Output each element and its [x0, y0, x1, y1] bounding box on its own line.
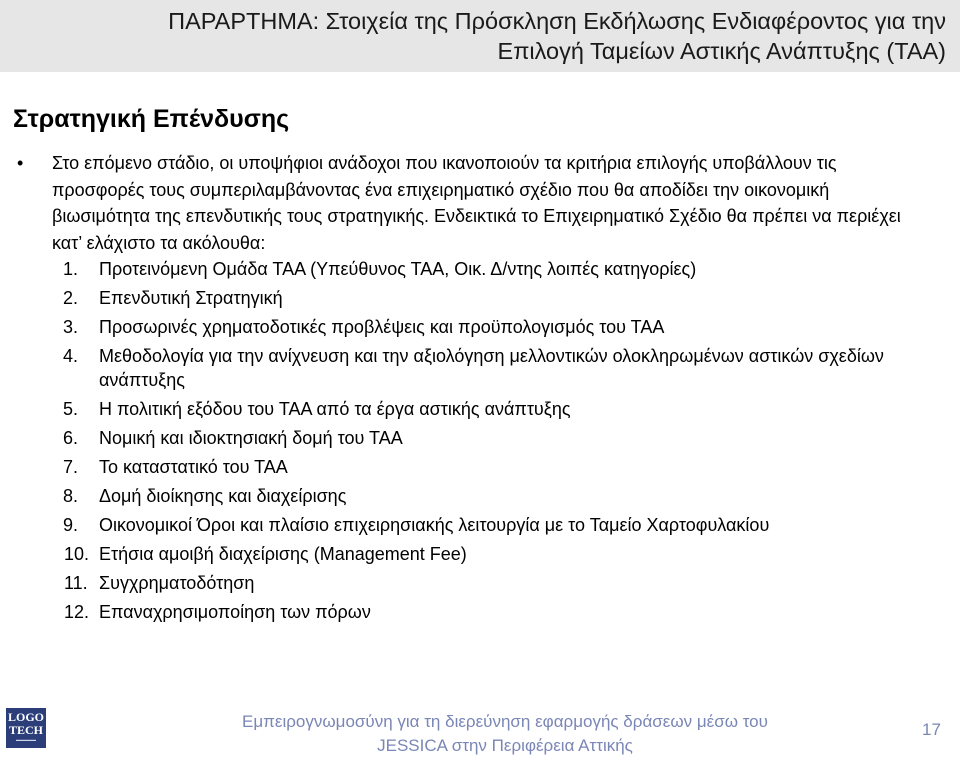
list-item-number: 6. [63, 428, 79, 448]
list-item [52, 571, 932, 595]
slide-title-line2: Επιλογή Ταμείων Αστικής Ανάπτυξης (ΤΑΑ) [497, 38, 946, 64]
footer-caption [180, 710, 830, 758]
bullet-icon: • [17, 153, 24, 173]
list-item-text: Ετήσια αμοιβή διαχείρισης (Management Fee) [99, 544, 467, 564]
list-item [52, 542, 932, 566]
list-item-number: 11. [64, 573, 88, 593]
list-item [52, 455, 932, 479]
list-item-text: Προσωρινές χρηματοδοτικές προβλέψεις και προϋπολογισμός του ΤΑΑ [99, 317, 665, 337]
list-item-text: Επαναχρησιμοποίηση των πόρων [99, 602, 371, 622]
list-item-number: 10. [64, 544, 90, 564]
intro-paragraph: Στο επόμενο στάδιο, οι υποψήφιοι ανάδοχοι που ικανοποιούν τα κριτήρια επιλογής υποβάλλουν τις προσφορές τους συμπεριλαμβάνοντας ένα επιχειρηματικό σχέδιο που θα αποδίδει την οικονομική βιωσιμότητα της επενδυτικής τους στρατηγικής. Ενδεικτικά το Επιχειρηματικό Σχέδιο θα πρέπει να περιέχει κατ’ ελάχιστο τα ακόλουθα: [52, 153, 901, 253]
list-item-number: 3. [63, 317, 79, 337]
requirements-list [52, 257, 932, 629]
list-item [52, 344, 932, 392]
list-item-text: Συγχρηματοδότηση [99, 573, 255, 593]
section-title: Στρατηγική Επένδυσης [13, 105, 290, 133]
list-item-text: Το καταστατικό του ΤΑΑ [99, 457, 288, 477]
list-item-number: 2. [63, 288, 79, 308]
list-item [52, 513, 932, 537]
list-item-text: Δομή διοίκησης και διαχείρισης [99, 486, 347, 506]
list-item [52, 426, 932, 450]
list-item-number: 4. [63, 346, 79, 366]
list-item-number: 7. [63, 457, 79, 477]
list-item [52, 315, 932, 339]
list-item-text: Μεθοδολογία για την ανίχνευση και την αξιολόγηση μελλοντικών ολοκληρωμένων αστικών σχεδίων ανάπτυξης [99, 346, 884, 390]
slide-title [16, 6, 946, 66]
list-item-text: Οικονομικοί Όροι και πλαίσιο επιχειρησιακής λειτουργία με το Ταμείο Χαρτοφυλακίου [99, 515, 770, 535]
page-number: 17 [922, 720, 941, 739]
logo-text-top: LOGO [7, 710, 44, 724]
list-item-number: 5. [63, 399, 79, 419]
list-item [52, 484, 932, 508]
list-item-text: Προτεινόμενη Ομάδα ΤΑΑ (Υπεύθυνος ΤΑΑ, Οικ. Δ/ντης λοιπές κατηγορίες) [99, 259, 697, 279]
logo-text-bottom: TECH [8, 723, 43, 737]
slide-title-line1: ΠΑΡΑΡΤΗΜΑ: Στοιχεία της Πρόσκληση Εκδήλωσης Ενδιαφέροντος για την [168, 8, 946, 34]
list-item [52, 257, 932, 281]
logotech-logo [6, 708, 46, 748]
list-item-text: Η πολιτική εξόδου του ΤΑΑ από τα έργα αστικής ανάπτυξης [99, 399, 571, 419]
list-item [52, 600, 932, 624]
list-item-text: Νομική και ιδιοκτησιακή δομή του ΤΑΑ [99, 428, 403, 448]
list-item-number: 9. [63, 515, 79, 535]
list-item [52, 286, 932, 310]
logo-tagline-mark: ▬▬▬▬▬ [16, 737, 36, 742]
list-item [52, 397, 932, 421]
footer-caption-line1: Εμπειρογνωμοσύνη για τη διερεύνηση εφαρμογής δράσεων μέσω του [242, 712, 768, 731]
list-item-number: 1. [63, 259, 79, 279]
list-item-number: 8. [63, 486, 79, 506]
footer-caption-line2: JESSICA στην Περιφέρεια Αττικής [377, 736, 633, 755]
slide-footer [0, 700, 960, 754]
list-item-number: 12. [64, 602, 90, 622]
slide-header [0, 0, 960, 72]
list-item-text: Επενδυτική Στρατηγική [99, 288, 283, 308]
